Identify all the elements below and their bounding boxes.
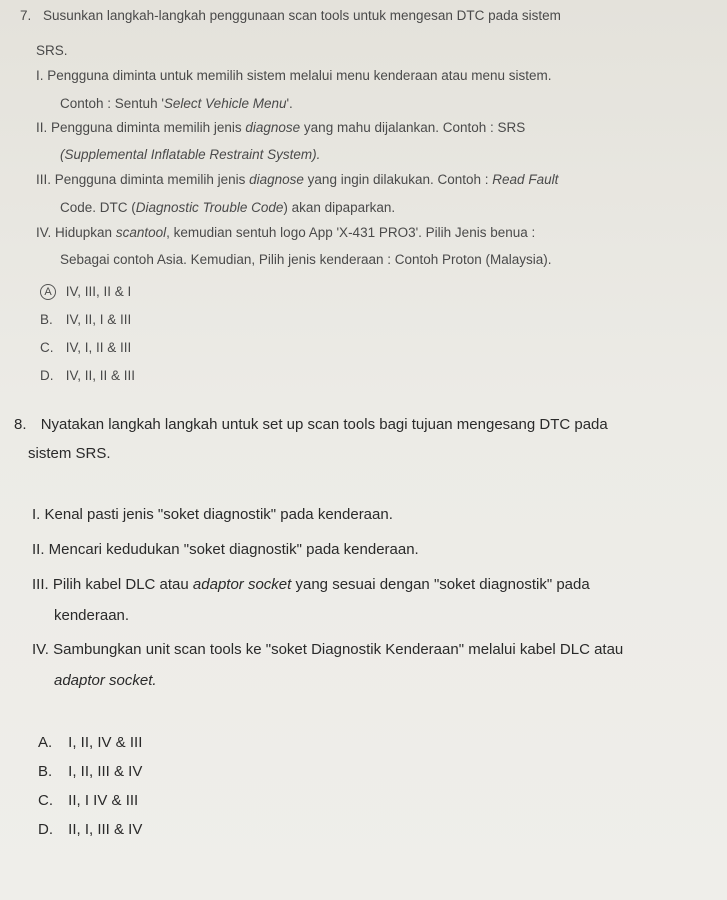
- q8-item-4-line1: IV. Sambungkan unit scan tools ke "soket Diagnostik Kenderaan" melalui kabel DLC atau: [32, 641, 624, 658]
- q7-option-d[interactable]: [40, 368, 135, 383]
- q7-item-1-line1: I. Pengguna diminta untuk memilih sistem melalui menu kenderaan atau menu sistem.: [36, 68, 552, 83]
- question-7-number: 7.: [20, 8, 32, 23]
- q7-item-4-line1: IV. Hidupkan scantool, kemudian sentuh logo App 'X-431 PRO3'. Pilih Jenis benua :: [36, 225, 536, 240]
- q7-option-c-text: IV, I, II & III: [65, 340, 132, 355]
- q8-item-3-line1: III. Pilih kabel DLC atau adaptor socket yang sesuai dengan "soket diagnostik" pada: [32, 576, 590, 593]
- q7-option-d-text: IV, II, II & III: [65, 368, 136, 383]
- question-7-stem-line2: SRS.: [36, 43, 68, 58]
- q8-option-a-letter: A.: [38, 734, 53, 751]
- q8-option-c[interactable]: [38, 792, 138, 809]
- q8-option-c-letter: C.: [38, 792, 53, 809]
- q8-option-b-letter: B.: [38, 763, 53, 780]
- q8-item-3-line2: kenderaan.: [54, 607, 130, 624]
- q7-option-a-text: IV, III, II & I: [65, 284, 132, 299]
- q8-item-2: II. Mencari kedudukan "soket diagnostik" pada kenderaan.: [32, 541, 419, 558]
- q7-item-3-line1: III. Pengguna diminta memilih jenis diagnose yang ingin dilakukan. Contoh : Read Fault: [36, 172, 559, 187]
- q8-option-d-letter: D.: [38, 821, 53, 838]
- question-8-stem-line2: sistem SRS.: [28, 445, 111, 462]
- question-7-stem-line1: Susunkan langkah-langkah penggunaan scan tools untuk mengesan DTC pada sistem: [43, 8, 561, 23]
- q8-option-a[interactable]: [38, 734, 142, 751]
- q7-item-2-line1: II. Pengguna diminta memilih jenis diagnose yang mahu dijalankan. Contoh : SRS: [36, 120, 526, 135]
- question-8-number: 8.: [14, 416, 27, 433]
- q8-option-b[interactable]: [38, 763, 142, 780]
- q7-item-1-line2: Contoh : Sentuh 'Select Vehicle Menu'.: [60, 96, 293, 111]
- q8-option-d-text: II, I, III & IV: [68, 821, 143, 838]
- q7-item-4-line2: Sebagai contoh Asia. Kemudian, Pilih jenis kenderaan : Contoh Proton (Malaysia).: [60, 252, 552, 267]
- q8-item-4-line2: adaptor socket.: [54, 672, 157, 689]
- q7-option-b-letter: B.: [40, 312, 53, 327]
- q7-option-c[interactable]: [40, 340, 131, 355]
- q7-option-b[interactable]: [40, 312, 131, 327]
- q8-item-1: I. Kenal pasti jenis "soket diagnostik" pada kenderaan.: [32, 506, 393, 523]
- q7-option-b-text: IV, II, I & III: [65, 312, 132, 327]
- q7-item-2-line2: (Supplemental Inflatable Restraint System).: [60, 147, 321, 162]
- q8-option-c-text: II, I IV & III: [68, 792, 139, 809]
- question-8-stem: [14, 416, 608, 433]
- q7-option-a[interactable]: [40, 284, 131, 300]
- q8-option-a-text: I, II, IV & III: [68, 734, 143, 751]
- question-8-stem-line1: Nyatakan langkah langkah untuk set up scan tools bagi tujuan mengesang DTC pada: [40, 416, 608, 433]
- question-7-stem: [20, 8, 561, 23]
- q7-option-a-letter: A: [40, 284, 56, 300]
- q8-option-b-text: I, II, III & IV: [68, 763, 143, 780]
- q7-option-d-letter: D.: [40, 368, 54, 383]
- q7-item-3-line2: Code. DTC (Diagnostic Trouble Code) akan dipaparkan.: [60, 200, 396, 215]
- q7-option-c-letter: C.: [40, 340, 54, 355]
- q8-option-d[interactable]: [38, 821, 142, 838]
